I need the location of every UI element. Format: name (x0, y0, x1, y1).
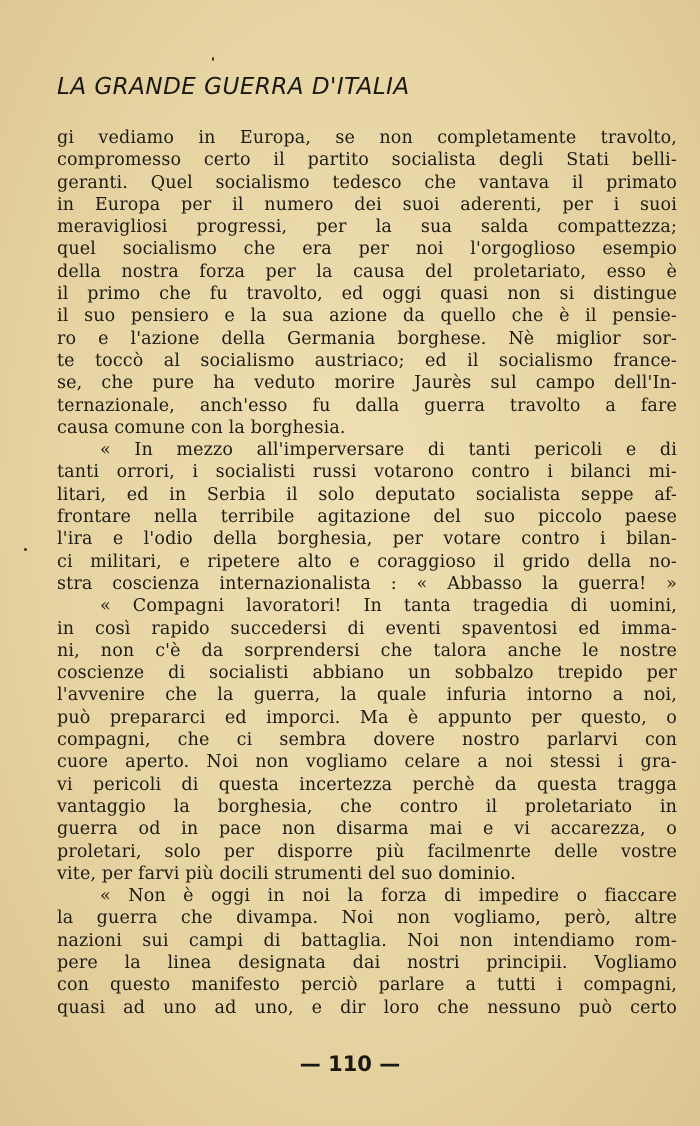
text-line: causa comune con la borghesia. (57, 417, 346, 438)
text-line: in così rapido succedersi di eventi spaventosi ed imma- (57, 618, 677, 639)
text-line: ro e l'azione della Germania borghese. Nè miglior sor- (57, 328, 677, 349)
text-line: in Europa per il numero dei suoi aderenti, per i suoi (57, 194, 677, 215)
text-line: tanti orrori, i socialisti russi votarono contro i bilanci mi- (57, 462, 677, 483)
text-line: il suo pensiero e la sua azione da quello che è il pensie- (57, 306, 677, 327)
text-line: quel socialismo che era per noi l'orgoglioso esempio (57, 239, 677, 260)
text-line: pere la linea designata dai nostri principii. Vogliamo (57, 952, 677, 973)
text-line: gi vediamo in Europa, se non completamente travolto, (57, 128, 677, 148)
text-line: te toccò al socialismo austriaco; ed il socialismo france- (57, 350, 677, 371)
text-line: ternazionale, anch'esso fu dalla guerra travolto a fare (57, 395, 677, 416)
text-line: guerra od in pace non disarma mai e vi accarezza, o (57, 819, 677, 840)
text-line: geranti. Quel socialismo tedesco che vantava il primato (57, 172, 677, 193)
text-line: ci militari, e ripetere alto e coraggioso il grido della no- (57, 551, 677, 572)
text-line: l'avvenire che la guerra, la quale infuria intorno a noi, (57, 685, 677, 706)
text-line: compromesso certo il partito socialista degli Stati belli- (57, 150, 677, 171)
text-line: proletari, solo per disporre più facilmenrte delle vostre (57, 841, 677, 862)
page-speck (24, 548, 27, 551)
text-line: la guerra che divampa. Noi non vogliamo, però, altre (57, 908, 677, 929)
text-line: stra coscienza internazionalista : « Abbasso la guerra! » (57, 573, 677, 594)
text-line: il primo che fu travolto, ed oggi quasi non si distingue (57, 284, 677, 305)
text-line: « Compagni lavoratori! In tanta tragedia di uomini, (100, 596, 677, 617)
text-line: vite, per farvi più docili strumenti del suo dominio. (57, 863, 517, 884)
text-line: litari, ed in Serbia il solo deputato socialista seppe af- (57, 484, 677, 505)
text-line: « Non è oggi in noi la forza di impedire o fiaccare (100, 886, 677, 907)
text-line: nazioni sui campi di battaglia. Noi non intendiamo rom- (57, 930, 677, 951)
page-speck (212, 57, 214, 61)
body-text (57, 127, 677, 1019)
page-number: — 110 — (299, 1052, 401, 1076)
text-line: può prepararci ed imporci. Ma è appunto per questo, o (57, 707, 677, 728)
text-line: ni, non c'è da sorprendersi che talora anche le nostre (57, 640, 677, 661)
text-line: l'ira e l'odio della borghesia, per votare contro i bilan- (57, 529, 677, 550)
text-line: compagni, che ci sembra dovere nostro parlarvi con (57, 730, 677, 751)
text-line: della nostra forza per la causa del proletariato, esso è (57, 261, 677, 282)
text-line: se, che pure ha veduto morire Jaurès sul campo dell'In- (57, 373, 677, 394)
text-line: meravigliosi progressi, per la sua salda compattezza; (57, 217, 677, 238)
text-line: vi pericoli di questa incertezza perchè da questa tragga (57, 774, 677, 795)
text-line: cuore aperto. Noi non vogliamo celare a noi stessi i gra- (57, 752, 677, 773)
text-line: coscienze di socialisti abbiano un sobbalzo trepido per (57, 663, 677, 684)
text-line: quasi ad uno ad uno, e dir loro che nessuno può certo (57, 997, 677, 1018)
text-line: con questo manifesto perciò parlare a tutti i compagni, (57, 975, 677, 996)
running-head: LA GRANDE GUERRA D'ITALIA (57, 74, 410, 100)
text-line: frontare nella terribile agitazione del suo piccolo paese (57, 507, 677, 528)
text-line: « In mezzo all'imperversare di tanti pericoli e di (100, 440, 677, 461)
text-line: vantaggio la borghesia, che contro il proletariato in (57, 796, 677, 817)
